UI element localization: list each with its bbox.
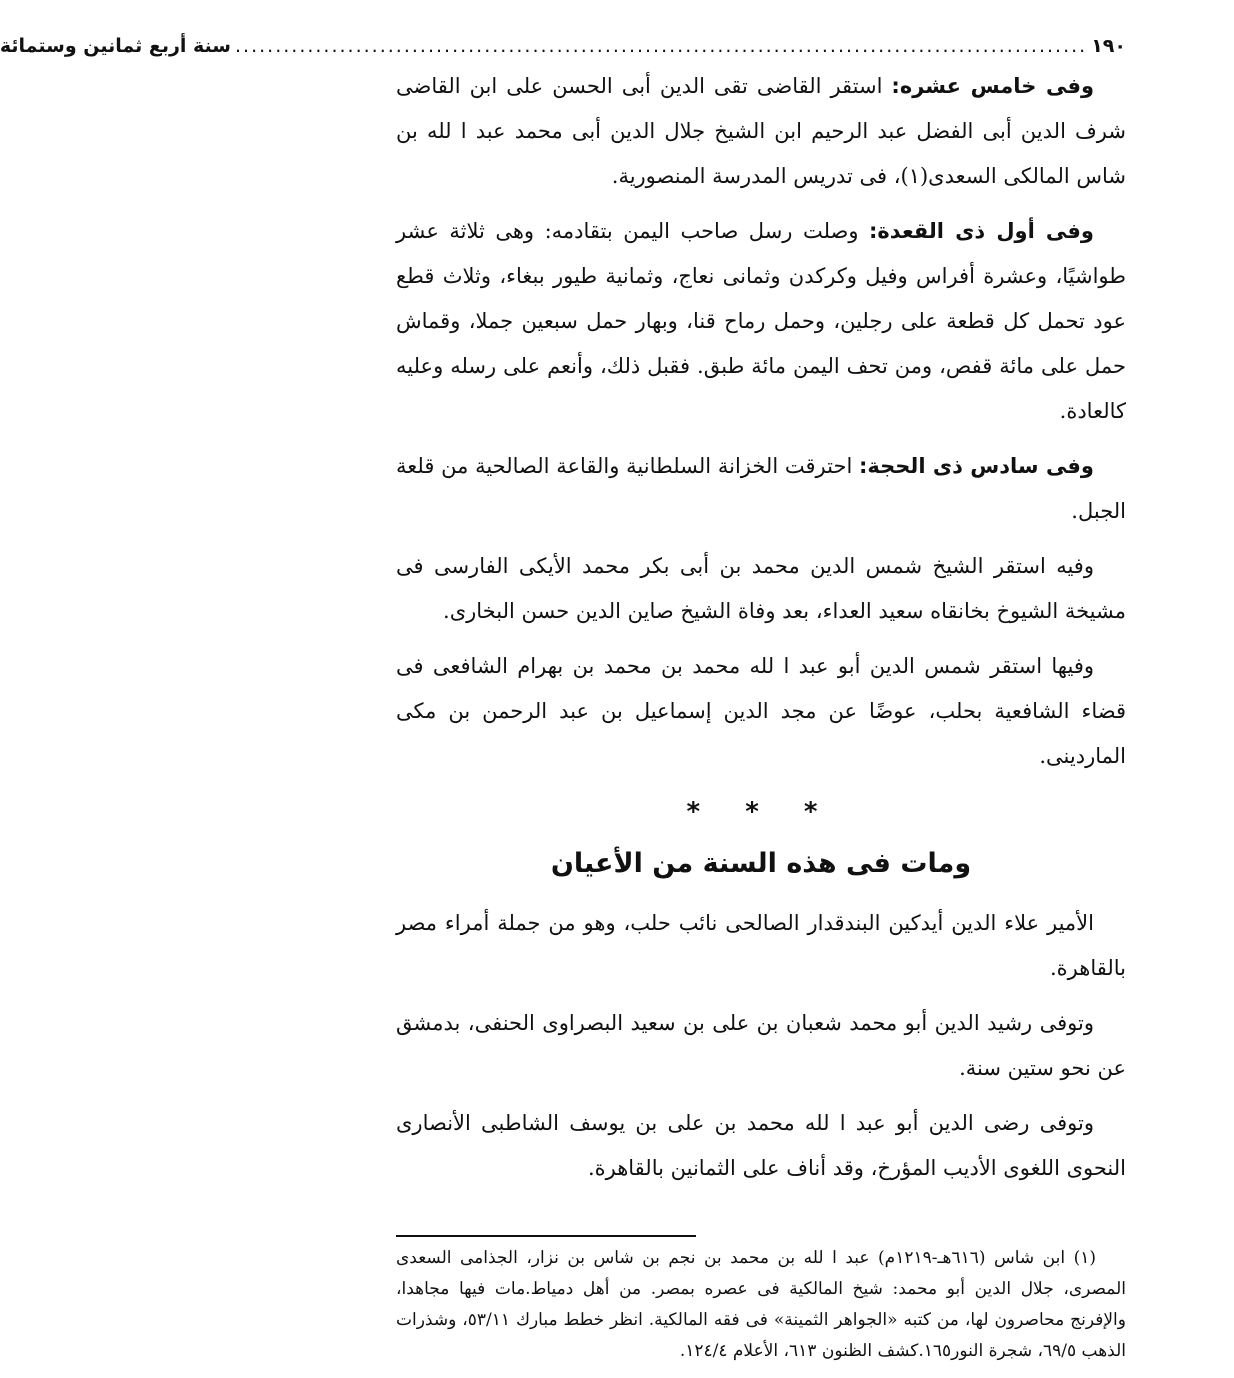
paragraph-text: وفيها استقر شمس الدين أبو عبد ا لله محمد بن محمد بن بهرام الشافعى فى قضاء الشافعية بحلب، عوضًا عن مجد الدين إسماعيل بن عبد الرحمن بن مكى الماردينى. — [396, 654, 1126, 768]
paragraph — [396, 644, 1126, 779]
footnote-divider — [396, 1235, 696, 1237]
header-leader-dots: .......................................................................................................... — [235, 35, 1088, 57]
footnote: (١) ابن شاس (٦١٦هـ-١٢١٩م) عبد ا لله بن محمد بن نجم بن شاس بن نزار، الجذامى السعدى المصرى، جلال الدين أبو محمد: شيخ المالكية فى عصره بمصر. من أهل دمياط.مات فيها مجاهدا، والإفرنج محاصرون لها، من كتبه «الجواهر الثمينة» فى فقه المالكية. انظر خطط مبارك ٥٣/١١، وشذرات الذهب ٦٩/٥، شجرة النور١٦٥.كشف الظنون ٦١٣، الأعلام ١٢٤/٤. — [396, 1248, 1126, 1361]
paragraph-text: وفيه استقر الشيخ شمس الدين محمد بن أبى بكر محمد الأيكى الفارسى فى مشيخة الشيوخ بخانقاه سعيد العداء، بعد وفاة الشيخ صاين الدين حسن البخارى. — [396, 554, 1126, 623]
paragraph-text: وصلت رسل صاحب اليمن بتقادمه: وهى ثلاثة عشر طواشيًا، وعشرة أفراس وفيل وكركدن وثمانى نعاج، وثمانية طيور ببغاء، وثلاث قطع عود تحمل كل قطعة على رجلين، وحمل رماح قنا، وبهار حمل سبعين جملا، وقماش حمل على مائة قفص، ومن تحف اليمن مائة طبق. فقبل ذلك، وأنعم على رسله وعليه كالعادة. — [396, 219, 1126, 423]
section-separator: * * * — [686, 797, 836, 827]
paragraph-text: احترقت الخزانة السلطانية والقاعة الصالحية من قلعة الجبل. — [396, 454, 1126, 523]
paragraph — [396, 444, 1126, 534]
paragraph — [396, 64, 1126, 199]
paragraph — [396, 209, 1126, 434]
page-number: ١٩٠ — [1091, 35, 1126, 57]
running-header — [0, 28, 1126, 64]
section-heading: ومات فى هذه السنة من الأعيان — [550, 848, 972, 879]
paragraph-lead: وفى خامس عشره: — [891, 74, 1094, 98]
paragraph-lead: وفى سادس ذى الحجة: — [859, 454, 1094, 478]
death-entry: وتوفى رشيد الدين أبو محمد شعبان بن على بن سعيد البصراوى الحنفى، بدمشق عن نحو ستين سنة. — [396, 1011, 1126, 1080]
death-entry: الأمير علاء الدين أيدكين البندقدار الصالحى نائب حلب، وهو من جملة أمراء مصر بالقاهرة. — [396, 911, 1126, 980]
header-title: سنة أربع ثمانين وستمائة — [0, 35, 231, 57]
death-entry: وتوفى رضى الدين أبو عبد ا لله محمد بن على بن يوسف الشاطبى الأنصارى النحوى اللغوى الأديب المؤرخ، وقد أناف على الثمانين بالقاهرة. — [396, 1111, 1126, 1180]
paragraph-lead: وفى أول ذى القعدة: — [869, 219, 1094, 243]
paragraph — [396, 544, 1126, 634]
book-page — [0, 28, 1126, 1367]
paragraph-text: استقر القاضى تقى الدين أبى الحسن على ابن القاضى شرف الدين أبى الفضل عبد الرحيم ابن الشيخ جلال الدين أبى محمد عبد ا لله بن شاس المالكى السعدى(١)، فى تدريس المدرسة المنصورية. — [396, 74, 1126, 188]
